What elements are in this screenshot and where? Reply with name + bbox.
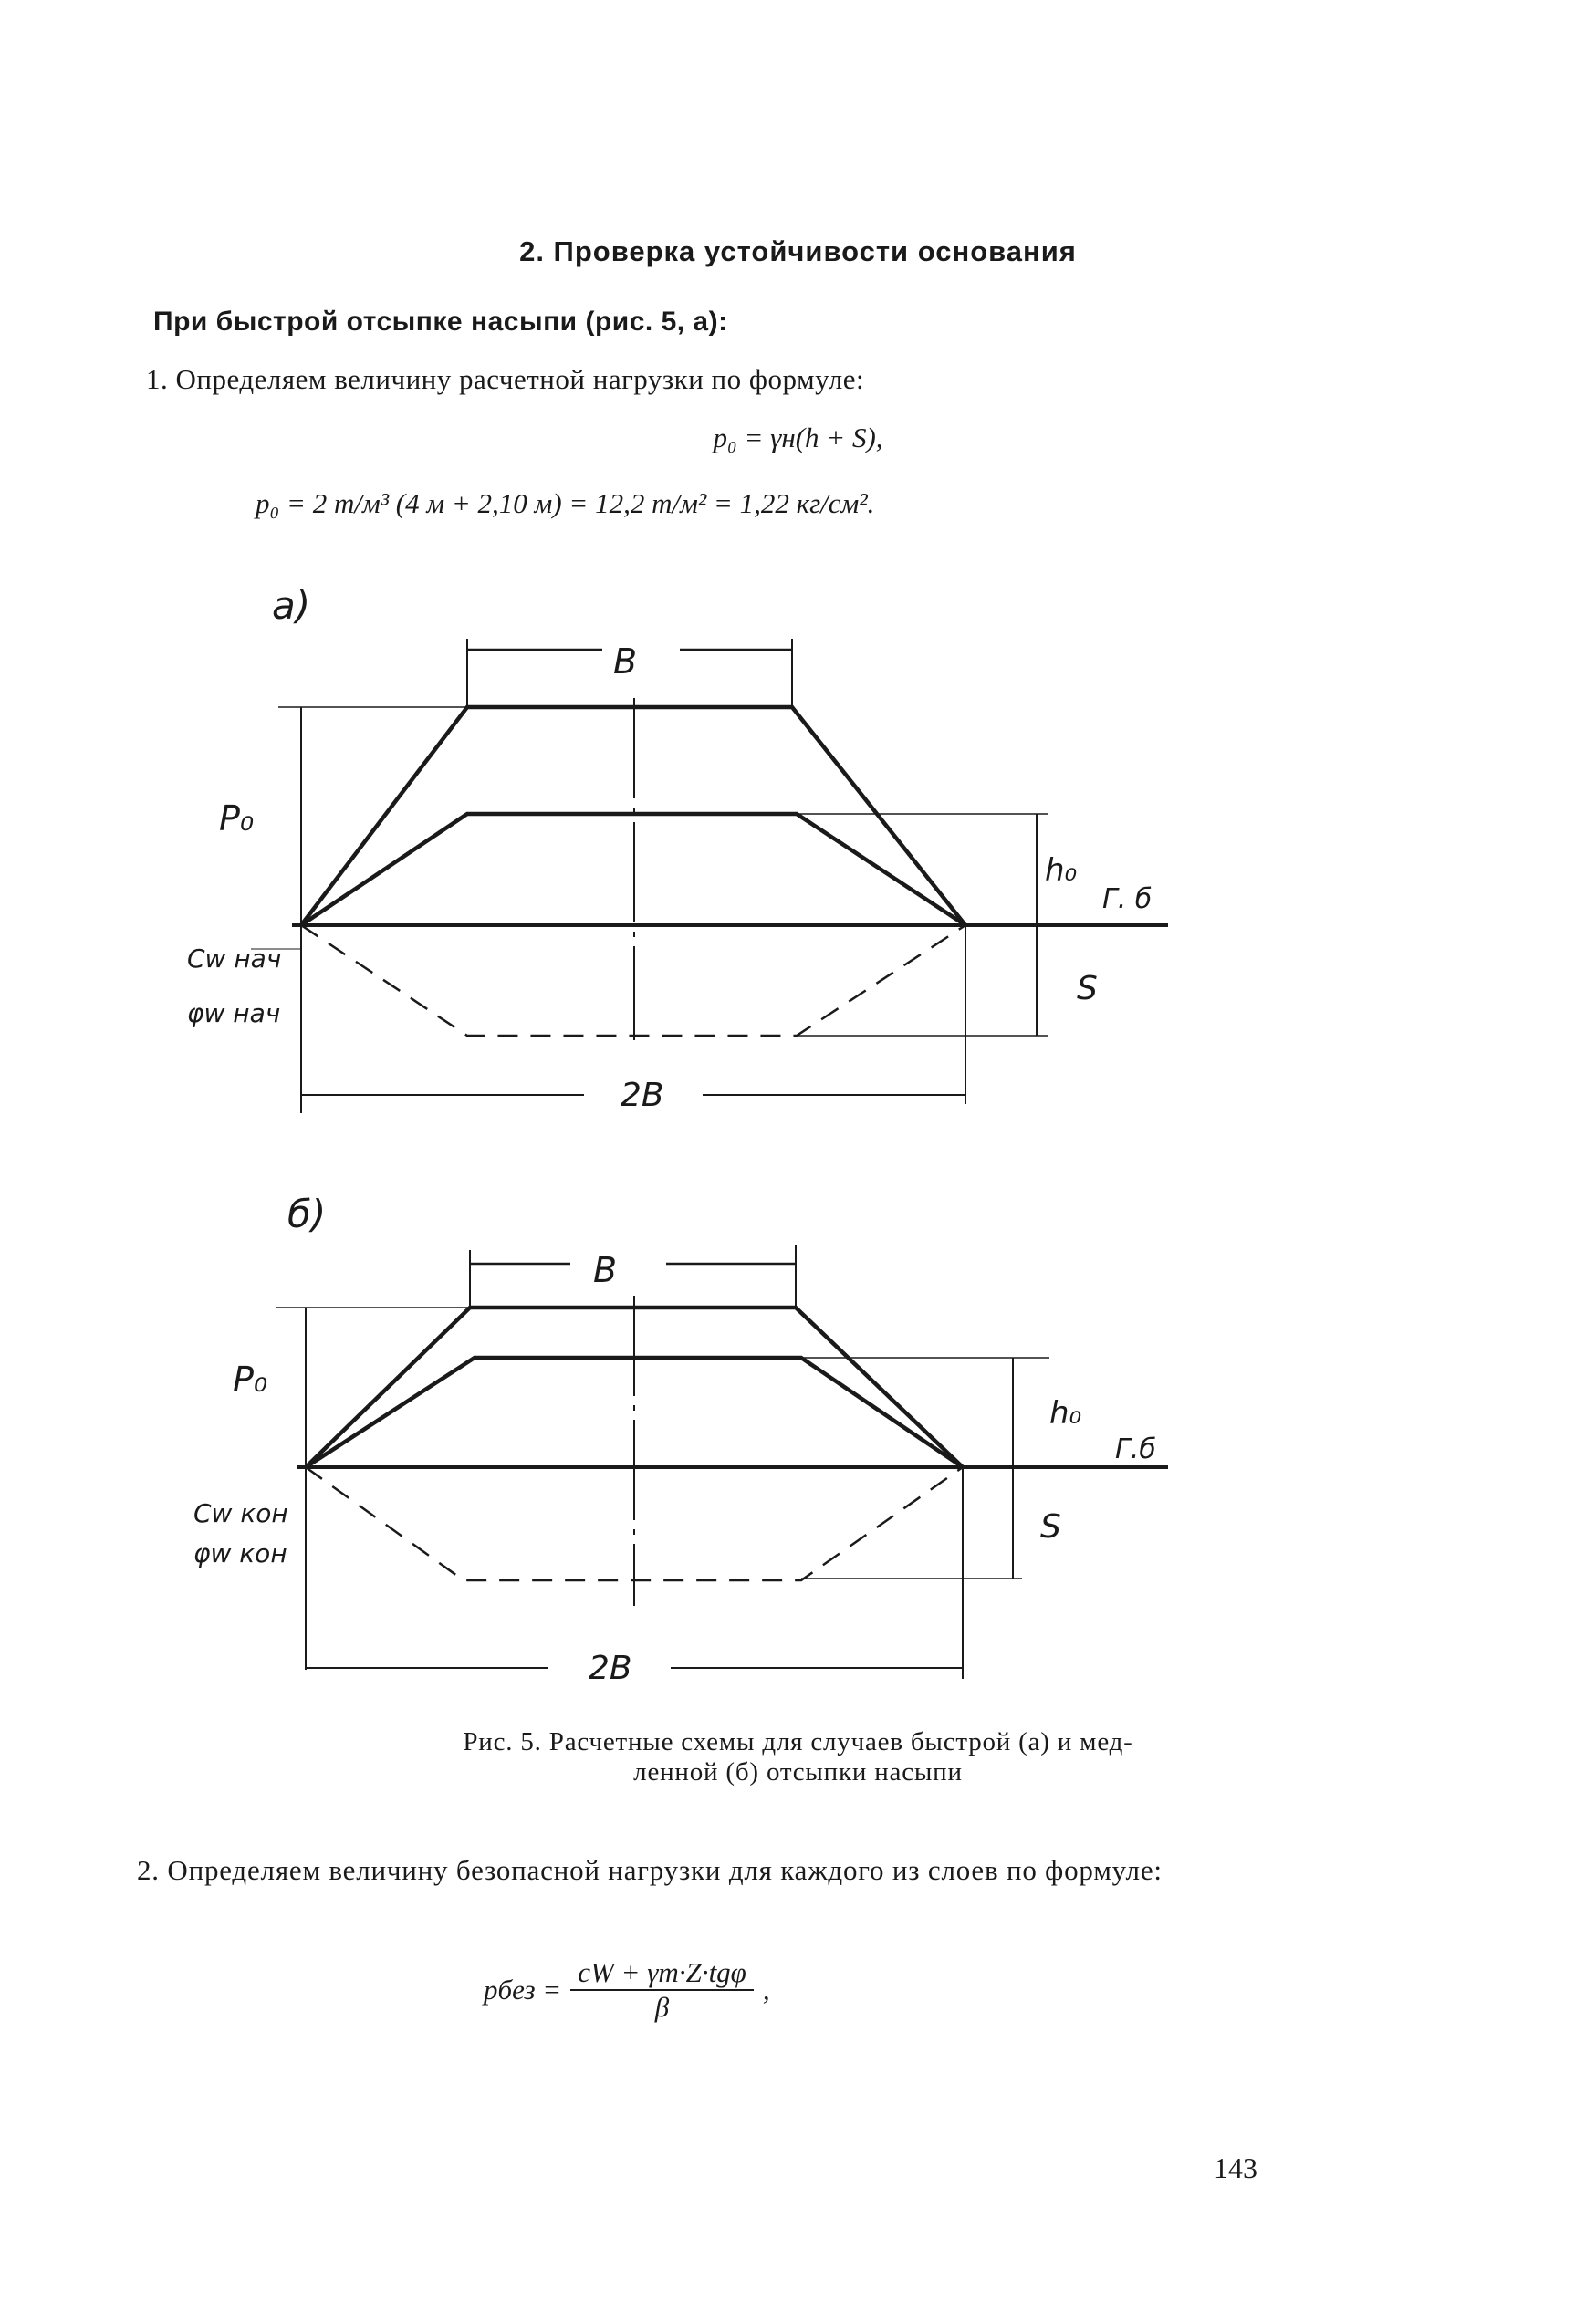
figure-b-diagram [0, 1177, 1596, 1706]
figure-a-c-label: Cw нач [187, 943, 282, 974]
figure-b-s-label: S [1040, 1508, 1061, 1546]
figure-a-phi-label: φw нач [187, 998, 281, 1028]
figure-a-b-label: B [613, 641, 638, 682]
figure-b-label: б) [287, 1192, 327, 1236]
figure-a-h0-label: h₀ [1045, 852, 1078, 889]
caption-line-2: ленной (б) отсыпки насыпи [633, 1757, 963, 1787]
load-calculation: p₀ = 2 т/м³ (4 м + 2,10 м) = 12,2 т/м² = 1,22 кг/см². [256, 487, 875, 519]
page-number: 143 [1214, 2152, 1257, 2184]
safe-formula-lhs: pбез = [484, 1974, 562, 2006]
safe-formula-fraction [570, 1956, 754, 2024]
figure-b-phi-label: φw кон [193, 1538, 287, 1568]
figure-a-diagram [0, 566, 1596, 1131]
section-title: 2. Проверка устойчивости основания [519, 235, 1077, 267]
caption-line-1: Рис. 5. Расчетные схемы для случаев быстрой (а) и мед- [463, 1727, 1133, 1756]
step-1-text: 1. Определяем величину расчетной нагрузки по формуле: [146, 363, 865, 395]
safe-formula-denominator: β [654, 1991, 670, 2023]
figure-b-h0-label: h₀ [1049, 1395, 1082, 1432]
figure-a-label: а) [272, 583, 311, 628]
figure-a-ground-label: Г. б [1102, 883, 1153, 915]
safe-formula-numerator: cW + γт·Z·tgφ [570, 1956, 754, 1991]
figure-b-p0-label: P₀ [233, 1360, 268, 1400]
safe-load-formula [484, 1956, 770, 2024]
figure-a-p0-label: P₀ [219, 798, 255, 839]
figure-a-s-label: S [1077, 970, 1098, 1007]
safe-formula-end: , [762, 1974, 770, 2006]
load-formula: p₀ = γн(h + S), [713, 422, 883, 453]
step-2-text: 2. Определяем величину безопасной нагрузки для каждого из слоев по формуле: [137, 1854, 1163, 1886]
subheading: При быстрой отсыпке насыпи (рис. 5, а): [153, 307, 728, 337]
figure-b-c-label: Cw кон [193, 1498, 288, 1528]
figure-b-2b-label: 2B [589, 1650, 632, 1687]
figure-b-b-label: B [593, 1250, 618, 1290]
figure-a-2b-label: 2B [621, 1077, 664, 1114]
figure-b-ground-label: Г.б [1115, 1433, 1156, 1465]
figure-caption [0, 1727, 1596, 1787]
